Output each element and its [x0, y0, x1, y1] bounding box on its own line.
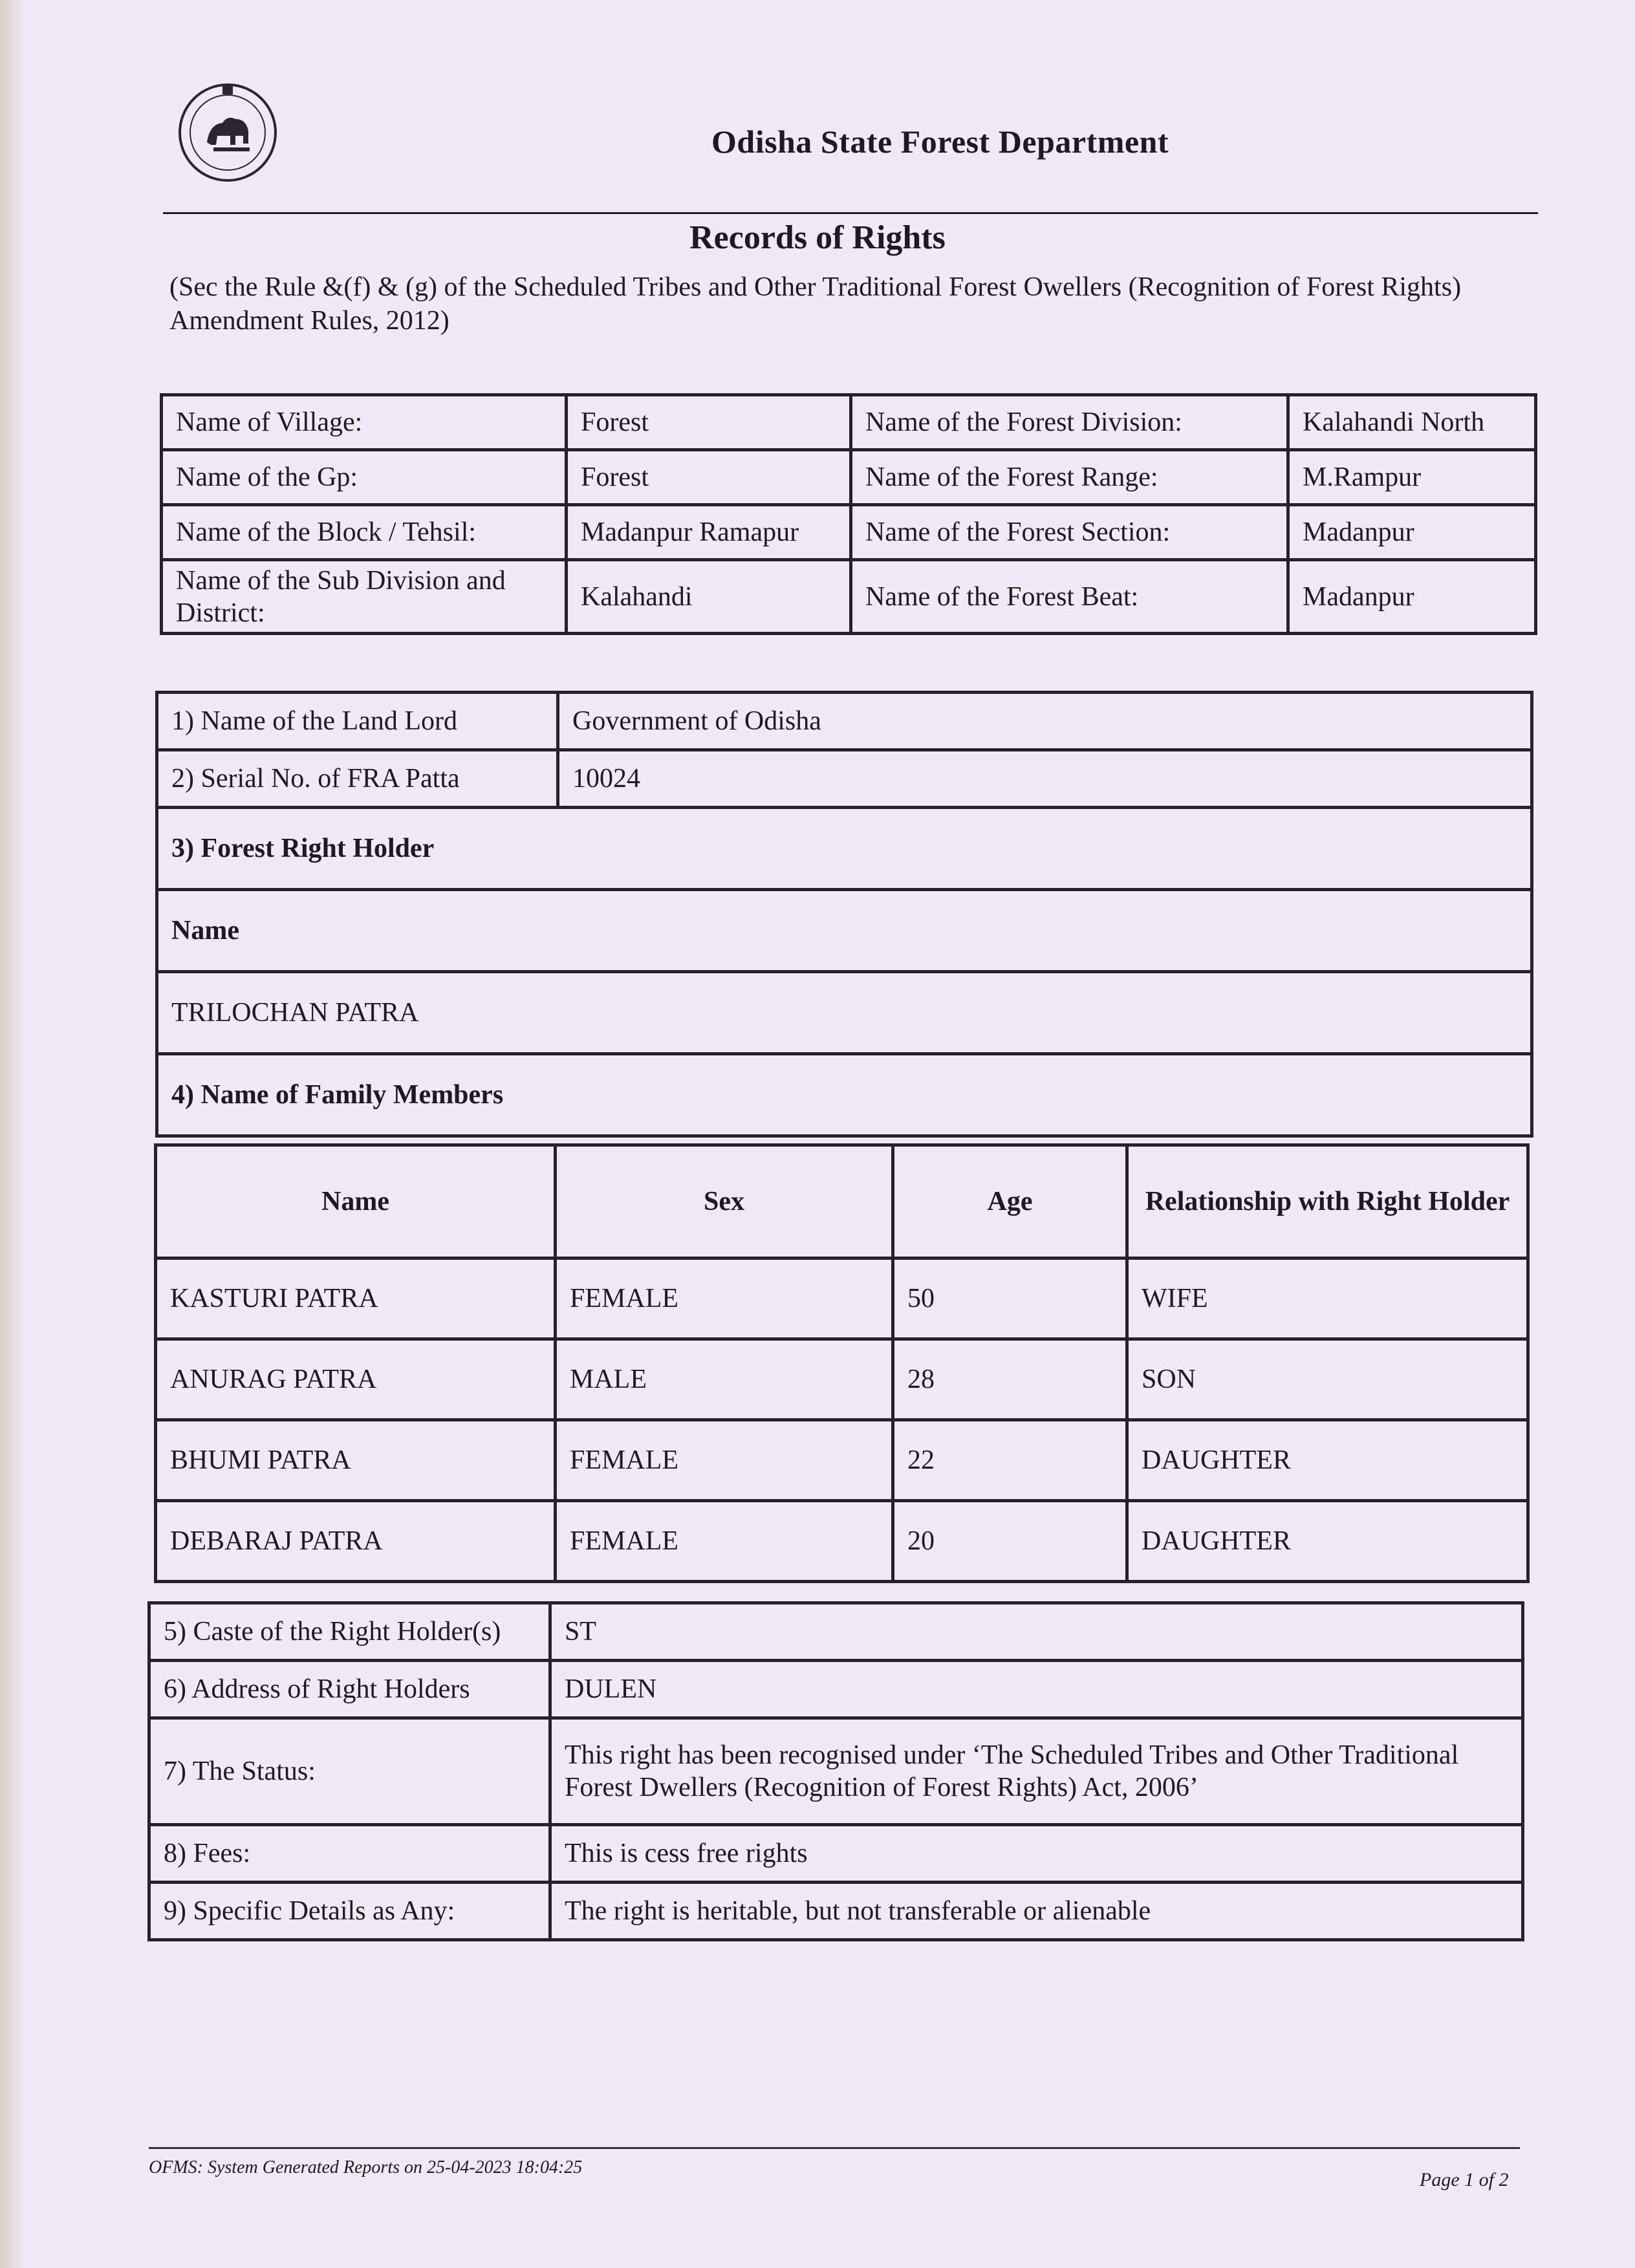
table-row [156, 1258, 1528, 1339]
table-row [157, 1054, 1532, 1136]
caste-value: ST [550, 1603, 1523, 1661]
member-age: 22 [893, 1420, 1127, 1501]
table-row [149, 1825, 1523, 1883]
right-holder-name: TRILOCHAN PATRA [157, 972, 1532, 1054]
column-header-age: Age [893, 1145, 1127, 1258]
forest-division-label: Name of the Forest Division: [851, 395, 1288, 450]
member-name: BHUMI PATRA [156, 1420, 556, 1501]
member-relationship: DAUGHTER [1127, 1420, 1528, 1501]
department-title: Odisha State Forest Department [711, 124, 1169, 160]
forest-section-label: Name of the Forest Section: [851, 505, 1288, 560]
patta-serial-value: 10024 [558, 750, 1532, 808]
table-row [162, 505, 1536, 560]
member-name: DEBARAJ PATRA [156, 1501, 556, 1582]
family-members-heading: 4) Name of Family Members [157, 1054, 1532, 1136]
forest-beat-value: Madanpur [1288, 560, 1536, 634]
block-label: Name of the Block / Tehsil: [162, 505, 567, 560]
details-table [147, 1601, 1524, 1941]
name-heading: Name [157, 890, 1532, 972]
block-value: Madanpur Ramapur [567, 505, 851, 560]
table-row [156, 1339, 1528, 1420]
table-row [162, 450, 1536, 505]
fees-value: This is cess free rights [550, 1825, 1523, 1883]
generated-timestamp: OFMS: System Generated Reports on 25-04-2023 18:04:25 [149, 2157, 583, 2177]
footer-divider [149, 2147, 1520, 2149]
member-sex: FEMALE [556, 1420, 893, 1501]
table-row [157, 890, 1532, 972]
land-lord-label: 1) Name of the Land Lord [157, 693, 558, 750]
odisha-emblem-icon [176, 71, 279, 194]
forest-range-label: Name of the Forest Range: [851, 450, 1288, 505]
document-title: Records of Rights [689, 219, 946, 256]
member-relationship: DAUGHTER [1127, 1501, 1528, 1582]
patta-serial-label: 2) Serial No. of FRA Patta [157, 750, 558, 808]
forest-section-value: Madanpur [1288, 505, 1536, 560]
location-table [160, 393, 1537, 635]
column-header-sex: Sex [556, 1145, 893, 1258]
member-name: KASTURI PATRA [156, 1258, 556, 1339]
table-row [162, 560, 1536, 634]
table-row [149, 1603, 1523, 1661]
table-row [149, 1883, 1523, 1940]
land-table [155, 691, 1533, 1138]
table-row [157, 693, 1532, 750]
village-label: Name of Village: [162, 395, 567, 450]
forest-range-value: M.Rampur [1288, 450, 1536, 505]
page-number: Page 1 of 2 [1420, 2169, 1509, 2190]
fees-label: 8) Fees: [149, 1825, 550, 1883]
member-sex: FEMALE [556, 1258, 893, 1339]
member-sex: FEMALE [556, 1501, 893, 1582]
subdivision-value: Kalahandi [567, 560, 851, 634]
member-age: 28 [893, 1339, 1127, 1420]
table-header-row [156, 1145, 1528, 1258]
member-sex: MALE [556, 1339, 893, 1420]
address-label: 6) Address of Right Holders [149, 1661, 550, 1718]
status-value: This right has been recognised under ‘The Scheduled Tribes and Other Traditional Forest Dwellers (Recognition of Forest Rights) Act, 2006’ [550, 1718, 1523, 1825]
table-row [157, 750, 1532, 808]
table-row [157, 972, 1532, 1054]
family-members-table [154, 1143, 1530, 1583]
table-row [149, 1661, 1523, 1718]
table-row [156, 1501, 1528, 1582]
table-row [162, 395, 1536, 450]
column-header-relationship: Relationship with Right Holder [1127, 1145, 1528, 1258]
forest-division-value: Kalahandi North [1288, 395, 1536, 450]
subdivision-label: Name of the Sub Division and District: [162, 560, 567, 634]
member-relationship: WIFE [1127, 1258, 1528, 1339]
scan-edge-shadow [0, 0, 26, 2268]
table-row [149, 1718, 1523, 1825]
specific-details-label: 9) Specific Details as Any: [149, 1883, 550, 1940]
address-value: DULEN [550, 1661, 1523, 1718]
forest-right-holder-heading: 3) Forest Right Holder [157, 808, 1532, 890]
caste-label: 5) Caste of the Right Holder(s) [149, 1603, 550, 1661]
member-age: 50 [893, 1258, 1127, 1339]
column-header-name: Name [156, 1145, 556, 1258]
specific-details-value: The right is heritable, but not transferable or alienable [550, 1883, 1523, 1940]
forest-beat-label: Name of the Forest Beat: [851, 560, 1288, 634]
gp-label: Name of the Gp: [162, 450, 567, 505]
status-label: 7) The Status: [149, 1718, 550, 1825]
member-name: ANURAG PATRA [156, 1339, 556, 1420]
table-row [157, 808, 1532, 890]
gp-value: Forest [567, 450, 851, 505]
village-value: Forest [567, 395, 851, 450]
member-age: 20 [893, 1501, 1127, 1582]
header-divider [163, 212, 1538, 214]
document-subtitle: (Sec the Rule &(f) & (g) of the Scheduled Tribes and Other Traditional Forest Owellers (Recognition of Forest Rights) Amendment Rules, 2012) [169, 272, 1462, 336]
member-relationship: SON [1127, 1339, 1528, 1420]
table-row [156, 1420, 1528, 1501]
land-lord-value: Government of Odisha [558, 693, 1532, 750]
